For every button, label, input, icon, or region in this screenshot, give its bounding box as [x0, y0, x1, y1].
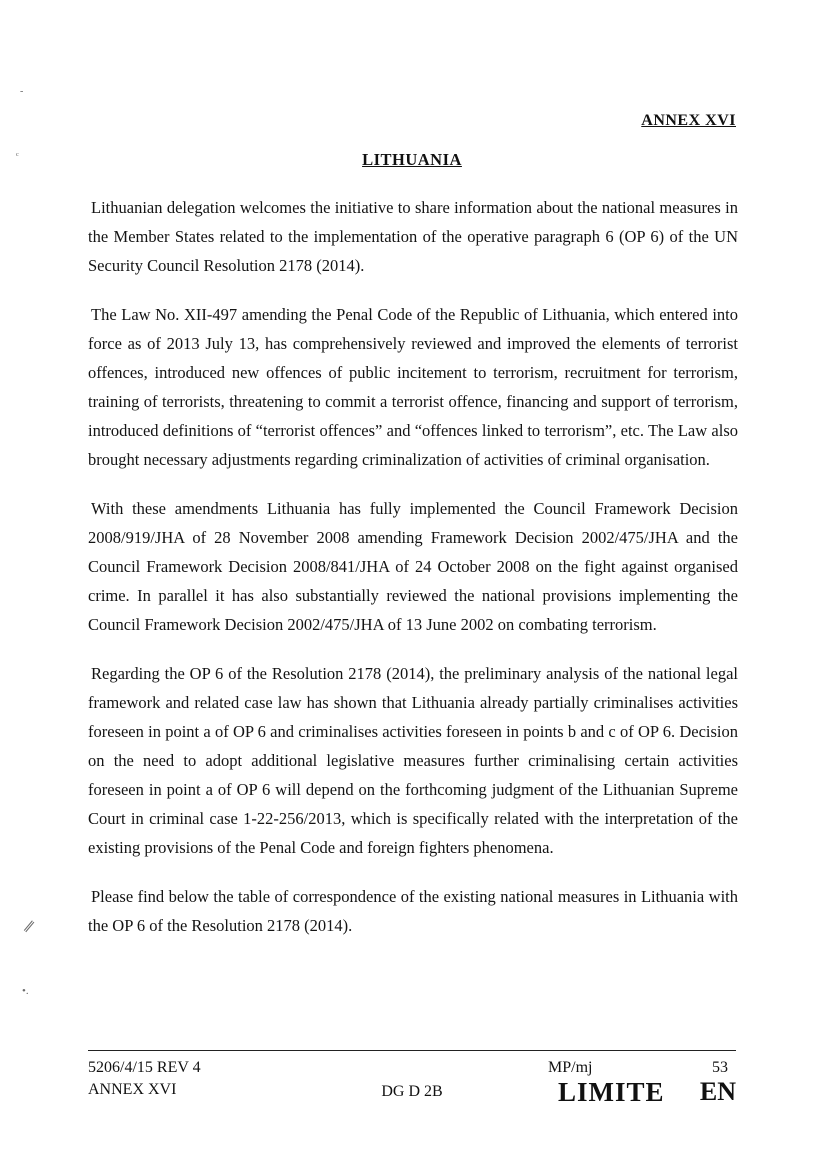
- footer-row-2: [88, 1077, 736, 1107]
- language-code: EN: [699, 1077, 736, 1106]
- page-title: [88, 150, 736, 170]
- scan-artifact: ∥: [22, 917, 37, 934]
- page-title-text: LITHUANIA: [362, 150, 462, 169]
- footer-row-1: [88, 1059, 736, 1077]
- page-footer: [88, 1050, 736, 1107]
- paragraph-table-reference: Please find below the table of correspondence of the existing national measures in Lithuania with the OP 6 of the Resolution 2178 (2014).: [88, 887, 738, 935]
- scan-artifact: •.: [22, 985, 29, 997]
- drafter-initials: MP/mj: [548, 1059, 593, 1076]
- directorate-general-label: DG D 2B: [381, 1083, 443, 1100]
- footer-annex-label: ANNEX XVI: [88, 1081, 177, 1098]
- classification-marking: LIMITE: [558, 1077, 665, 1107]
- document-number: 5206/4/15 REV 4: [88, 1059, 201, 1076]
- document-body: [88, 193, 738, 960]
- paragraph-intro: Lithuanian delegation welcomes the initiative to share information about the national measures in the Member States related to the implementation of the operative paragraph 6 (OP 6) of the UN Security Council Resolution 2178 (2014).: [88, 198, 738, 275]
- scan-artifact: ᶜ: [16, 150, 19, 162]
- paragraph-law-xii-497: The Law No. XII-497 amending the Penal Code of the Republic of Lithuania, which entered into force as of 2013 July 13, has comprehensively reviewed and improved the elements of terrorist offences, introduced new offences of public incitement to terrorism, recruitment for terrorism, training of terrorists, threatening to commit a terrorist offence, financing and support of terrorism, introduced definitions of “terrorist offences” and “offences linked to terrorism”, etc. The Law also brought necessary adjustments regarding criminalization of activities of criminal organisation.: [88, 305, 738, 469]
- paragraph-op6-analysis: Regarding the OP 6 of the Resolution 2178 (2014), the preliminary analysis of the national legal framework and related case law has shown that Lithuania already partially criminalises activities foreseen in point a of OP 6 and criminalises activities foreseen in points b and c of OP 6. Decision on the need to adopt additional legislative measures further criminalising certain activities foreseen in point a of OP 6 will depend on the forthcoming judgment of the Lithuanian Supreme Court in criminal case 1-22-256/2013, which is specifically related with the interpretation of the existing provisions of the Penal Code and foreign fighters phenomena.: [88, 664, 738, 857]
- scan-artifact: -: [20, 86, 24, 97]
- paragraph-framework-decisions: With these amendments Lithuania has fully implemented the Council Framework Decision 2008/919/JHA of 28 November 2008 amending Framework Decision 2002/475/JHA and the Council Framework Decision 2008/841/JHA of 24 October 2008 on the fight against organised crime. In parallel it has also substantially reviewed the national provisions implementing the Council Framework Decision 2002/475/JHA of 13 June 2002 on combating terrorism.: [88, 499, 738, 634]
- page-number: 53: [712, 1059, 728, 1076]
- annex-header: ANNEX XVI: [641, 112, 736, 129]
